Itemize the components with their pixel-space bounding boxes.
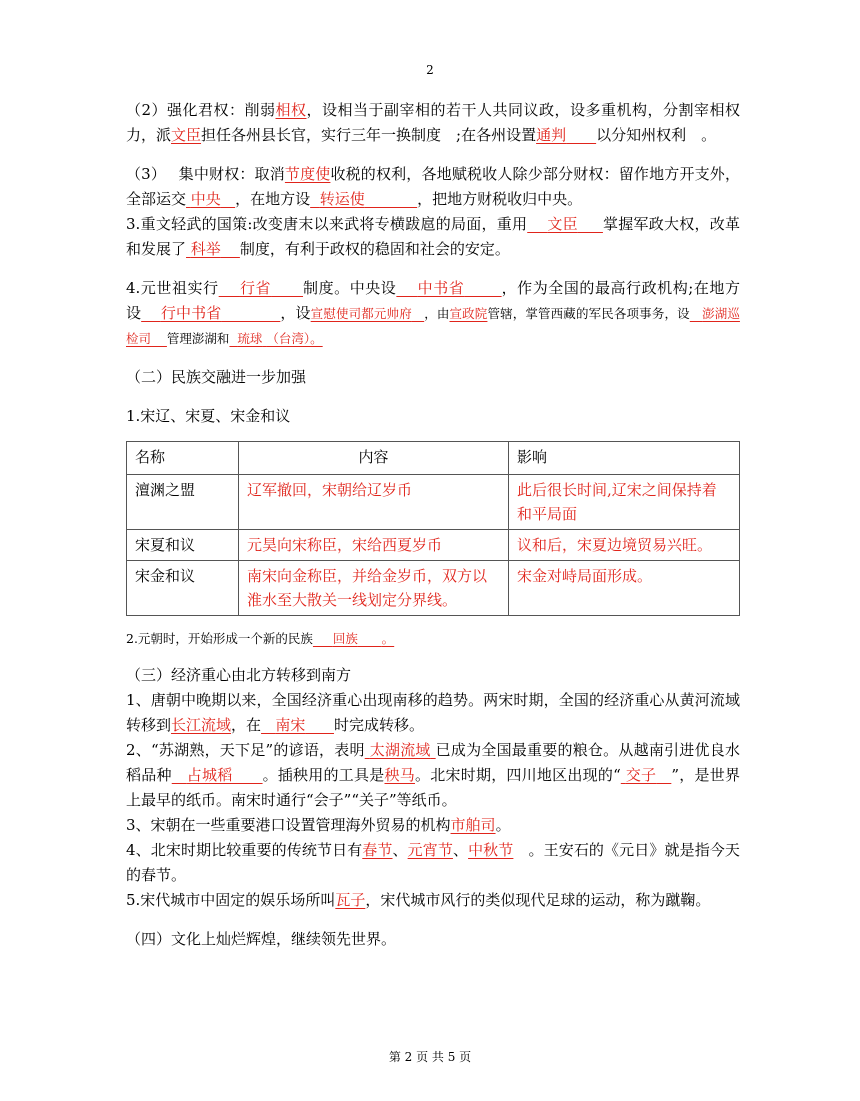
text: 2、“苏湖熟，天下足”的谚语，表明: [126, 741, 365, 759]
answer: 行中书省: [160, 304, 222, 322]
answer: 市舶司: [450, 816, 496, 834]
answer: 澎湖巡检司: [126, 306, 740, 346]
text: 。: [381, 631, 395, 646]
table-header-row: [127, 442, 740, 475]
table-row: [127, 475, 740, 530]
answer: 行省: [239, 279, 272, 297]
table-cell: 此后很长时间,辽宋之间保持着和平局面: [509, 475, 740, 530]
text: 3.重文轻武的国策:改变唐末以来武将专横跋扈的局面，重用: [126, 215, 528, 233]
table-cell: 辽军撤回，宋朝给辽岁币: [239, 475, 509, 530]
table-cell: 宋金对峙局面形成。: [509, 561, 740, 616]
table-cell: 元昊向宋称臣，宋给西夏岁币: [239, 530, 509, 561]
table-cell: 澶渊之盟: [127, 475, 239, 530]
text: 。插秧用的工具是: [262, 766, 385, 784]
text: 、: [392, 841, 408, 859]
answer: 科举: [190, 240, 221, 258]
subheading-peace-treaties: 1.宋辽、宋夏、宋金和议: [126, 407, 291, 425]
paragraph-hui-nationality: [126, 626, 740, 651]
text: 2.元朝时，开始形成一个新的民族: [126, 631, 313, 646]
text: 制度，有利于政权的稳固和社会的安定。: [239, 240, 510, 258]
paragraph-economy-3: [126, 813, 740, 838]
answer: 琉球: [237, 331, 263, 346]
text: 以分知州权利 。: [596, 126, 717, 144]
section-heading-economic-center: （三）经济重心由北方转移到南方: [126, 666, 352, 684]
table-header-cell: 内容: [239, 442, 509, 475]
table-cell: 宋夏和议: [127, 530, 239, 561]
paragraph-centralize-finance: [126, 162, 740, 212]
table-row: [127, 561, 740, 616]
table-row: [127, 530, 740, 561]
paragraph-strengthen-monarchy: [126, 98, 740, 148]
answer: 秧马: [384, 766, 415, 784]
text: 收税的权利，各地赋税收人除少部分财权：留作地方开支外，全部运交: [126, 165, 740, 208]
text: ，设: [280, 304, 311, 322]
answer: 南宋: [275, 716, 306, 734]
text: 已成为全国最重要的粮仓。从越南引进优良水稻品种: [126, 741, 740, 784]
text: 管辖，掌管西藏的军民各项事务，设: [487, 306, 690, 321]
text: （2）强化君权：削弱: [126, 101, 276, 119]
text: 。王安石的《元日》就是指今天的春节。: [126, 841, 740, 884]
text: 掌握军政大权，改革和发展了: [126, 215, 740, 258]
answer: 太湖流域: [369, 741, 431, 759]
section-heading-ethnic-integration: （二）民族交融进一步加强: [126, 368, 307, 386]
text: 1、唐朝中晚期以来，全国经济重心出现南移的趋势。两宋时期，全国的经济重心从黄河流域转移到: [126, 691, 740, 734]
text: ，在: [231, 716, 262, 734]
answer: 文臣: [547, 215, 578, 233]
paragraph-civil-over-military: [126, 212, 740, 262]
text: 。: [495, 816, 511, 834]
page-number-top: 2: [426, 63, 434, 77]
text: 时完成转移。: [333, 716, 424, 734]
text: ，作为全国的最高行政机构;在地方设: [126, 279, 740, 322]
text: 制度。中央设: [303, 279, 397, 297]
section-heading-culture: （四）文化上灿烂辉煌，继续领先世界。: [126, 930, 397, 948]
text: 4、北宋时期比较重要的传统节日有: [126, 841, 363, 859]
text: ，由: [424, 306, 450, 321]
text: 担任各州县长官，实行三年一换制度 ;在各州设置: [201, 126, 537, 144]
answer: 宣政院: [449, 306, 488, 321]
answer: 中央: [190, 190, 221, 208]
answer: 春节: [362, 841, 393, 859]
text: 3、宋朝在一些重要港口设置管理海外贸易的机构: [126, 816, 451, 834]
answer: 转运使: [319, 190, 365, 208]
answer: 宣慰使司都元帅府: [310, 306, 412, 321]
text: 5.宋代城市中固定的娱乐场所叫: [126, 891, 336, 909]
text: 4.元世祖实行: [126, 279, 219, 297]
text: 、: [452, 841, 469, 859]
text: ，把地方财税收归中央。: [417, 190, 583, 208]
answer: 节度使: [284, 165, 331, 183]
answer: 通判: [536, 126, 567, 144]
answer: 文臣: [171, 126, 202, 144]
paragraph-yuan-provinces: [126, 276, 740, 351]
text: ，在地方设: [235, 190, 311, 208]
table-cell: 南宋向金称臣，并给金岁币，双方以淮水至大散关一线划定分界线。: [239, 561, 509, 616]
text: （3） 集中财权：取消: [126, 165, 285, 183]
answer: 瓦子: [335, 891, 366, 909]
paragraph-economy-5: [126, 888, 740, 913]
text: ”，是世界上最早的纸币。南宋时通行“会子”“关子”等纸币。: [126, 766, 740, 809]
text: ，设相当于副宰相的若干人共同议政，设多重机构，分割宰相权力，派: [126, 101, 740, 144]
text: ，宋代城市风行的类似现代足球的运动，称为蹴鞠。: [365, 891, 711, 909]
table-cell: 宋金和议: [127, 561, 239, 616]
paragraph-economy-2: [126, 738, 740, 813]
answer: 回族: [332, 631, 358, 646]
answer: 长江流域: [171, 716, 232, 734]
answer: 中秋节: [468, 841, 514, 859]
table-header-cell: 名称: [127, 442, 239, 475]
table-header-cell: 影响: [509, 442, 740, 475]
document-body: [126, 98, 740, 952]
answer: 相权: [275, 101, 307, 119]
answer: 交子: [625, 766, 657, 784]
page-footer: 第 2 页 共 5 页: [388, 1050, 472, 1064]
peace-treaties-table: [126, 441, 740, 616]
text: （台湾）。: [266, 331, 323, 346]
text: 。北宋时期，四川地区出现的“: [414, 766, 621, 784]
answer: 占城稻: [186, 766, 233, 784]
paragraph-economy-4: [126, 838, 740, 888]
answer: 中书省: [417, 279, 465, 297]
answer: 元宵节: [407, 841, 453, 859]
paragraph-economy-1: [126, 688, 740, 738]
table-cell: 议和后，宋夏边境贸易兴旺。: [509, 530, 740, 561]
text: 管理澎湖和: [166, 331, 230, 346]
